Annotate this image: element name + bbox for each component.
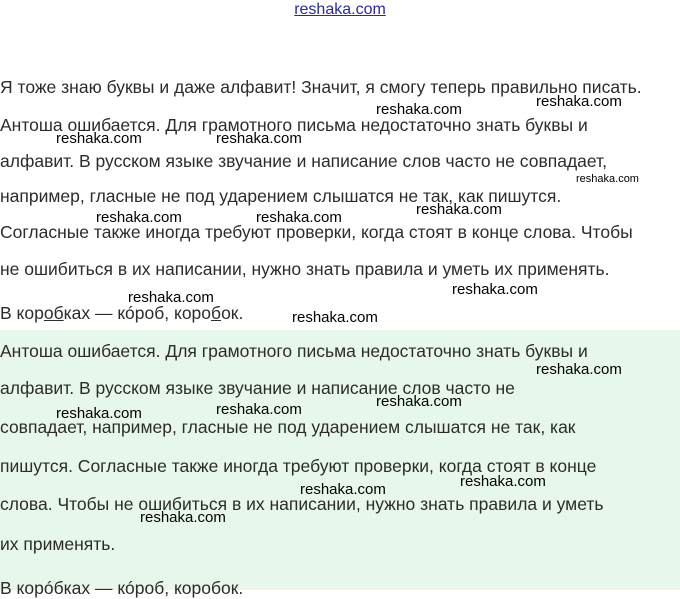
watermark: reshaka.com	[576, 173, 639, 185]
watermark: reshaka.com	[140, 509, 226, 526]
answer-line-6: их применять.	[0, 534, 116, 554]
watermark: reshaka.com	[56, 405, 142, 422]
example-r: р	[34, 303, 44, 323]
watermark: reshaka.com	[292, 309, 378, 326]
answer-line-4: пишутся. Согласные также иногда требуют проверки, когда стоят в конце	[0, 456, 597, 476]
watermark: reshaka.com	[128, 289, 214, 306]
answer-line-5: слова. Чтобы не ошибиться в их написании, нужно знать правила и уметь	[0, 494, 604, 514]
example-prefix: В к	[0, 303, 25, 323]
site-link[interactable]: reshaka.com	[294, 1, 386, 18]
text-line-2: Антоша ошибается. Для грамотного письма недостаточно знать буквы и	[0, 115, 588, 135]
watermark: reshaka.com	[216, 130, 302, 147]
example-o1: о	[24, 303, 35, 323]
watermark: reshaka.com	[452, 281, 538, 298]
answer-line-1: Антоша ошибается. Для грамотного письма недостаточно знать буквы и	[0, 341, 588, 361]
watermark: reshaka.com	[256, 209, 342, 226]
text-line-5: Согласные также иногда требуют проверки, когда стоят в конце слова. Чтобы	[0, 222, 633, 242]
watermark: reshaka.com	[376, 393, 462, 410]
watermark: reshaka.com	[536, 361, 622, 378]
example-o3: о	[201, 303, 212, 323]
example-suffix: ках — кóроб, кор	[63, 303, 202, 323]
text-line-1: Я тоже знаю буквы и даже алфавит! Значит, я смогу теперь правильно писать.	[0, 77, 642, 97]
watermark: reshaka.com	[56, 130, 142, 147]
watermark: reshaka.com	[460, 473, 546, 490]
watermark: reshaka.com	[216, 401, 302, 418]
answer-line-3: совпадает, например, гласные не под ударением слышатся не так, как	[0, 417, 576, 437]
watermark: reshaka.com	[300, 481, 386, 498]
watermark: reshaka.com	[416, 201, 502, 218]
text-line-3: алфавит. В русском языке звучание и написание слов часто не совпадает,	[0, 151, 607, 171]
example-end: ок.	[221, 303, 244, 323]
answer-cut-line: В корóбках — кóроб, коробок.	[0, 578, 244, 598]
watermark: reshaka.com	[376, 101, 462, 118]
watermark: reshaka.com	[96, 209, 182, 226]
watermark: reshaka.com	[536, 93, 622, 110]
example-o2: о	[43, 303, 54, 323]
example-b2: б	[211, 303, 222, 323]
text-line-4: например, гласные не под ударением слышатся не так, как пишутся.	[0, 186, 562, 206]
example-b: б	[53, 303, 64, 323]
answer-line-2: алфавит. В русском языке звучание и написание слов часто не	[0, 378, 515, 398]
text-line-6: не ошибиться в их написании, нужно знать правила и уметь их применять.	[0, 259, 610, 279]
